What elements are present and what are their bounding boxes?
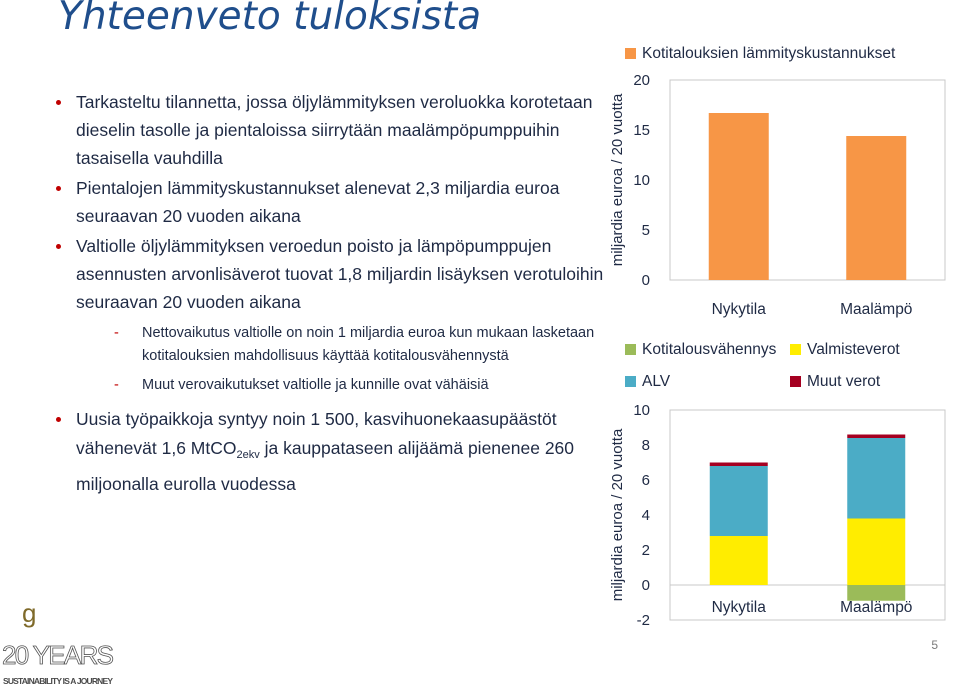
bullet-dot bbox=[56, 417, 61, 422]
x-category-label: Maalämpö bbox=[840, 301, 913, 318]
y-tick-label: 6 bbox=[641, 472, 650, 489]
bar-segment-maalämpö-alv bbox=[847, 438, 905, 519]
y-tick-label: 10 bbox=[633, 402, 650, 419]
bar-segment-maalämpö-muut-verot bbox=[847, 435, 905, 439]
bar-segment-maalämpö-valmisteverot bbox=[847, 519, 905, 586]
bar-nykytila bbox=[709, 113, 769, 280]
bullet-heating-costs bbox=[56, 174, 606, 230]
legend-label-muut-verot: Muut verot bbox=[807, 373, 881, 390]
page-number: 5 bbox=[931, 638, 938, 652]
bullet-text: Pientalojen lämmityskustannukset alenevat 2,3 miljardia euroa seuraavan 20 vuoden aikana bbox=[76, 178, 560, 226]
legend-swatch-heating-costs bbox=[625, 48, 636, 59]
subbullet-dash: - bbox=[114, 377, 119, 393]
bullet-text-part1: Uusia työpaikkoja syntyy noin 1 500, kasvihuonekaasupäästöt vähenevät 1,6 MtCO bbox=[76, 409, 557, 458]
bullet-text-part2: ja kauppataseen alijäämä pienenee 260 miljoonalla eurolla vuodessa bbox=[76, 438, 575, 494]
y-axis-label: miljardia euroa / 20 vuotta bbox=[609, 93, 626, 267]
x-category-label: Nykytila bbox=[711, 301, 766, 318]
y-tick-label: -2 bbox=[636, 612, 650, 629]
bullet-dot bbox=[56, 100, 61, 105]
y-tick-label: 10 bbox=[633, 172, 650, 189]
bullet-scenario bbox=[56, 88, 606, 172]
logo-tagline: SUSTAINABILITY IS A JOURNEY bbox=[3, 676, 113, 686]
legend-swatch-valmisteverot bbox=[790, 344, 801, 355]
bullet-subscript: 2ekv bbox=[236, 449, 260, 461]
subbullet-text: Muut verovaikutukset valtiolle ja kunnille ovat vähäisiä bbox=[142, 377, 489, 393]
company-logo bbox=[0, 598, 120, 690]
bullet-text: Valtiolle öljylämmityksen veroedun poisto ja lämpöpumppujen asennusten arvonlisäverot tuovat 1,8 miljardin lisäyksen verotuloihin seuraavan 20 vuoden aikana bbox=[76, 236, 604, 312]
bullet-dot bbox=[56, 244, 61, 249]
legend-swatch-muut-verot bbox=[790, 376, 801, 387]
y-tick-label: 20 bbox=[633, 72, 650, 89]
subbullet-other-taxes bbox=[114, 374, 606, 397]
logo-letter: g bbox=[22, 598, 37, 628]
y-tick-label: 8 bbox=[641, 437, 650, 454]
summary-list bbox=[56, 88, 606, 501]
y-tick-label: 0 bbox=[641, 577, 650, 594]
bar-segment-nykytila-alv bbox=[710, 466, 768, 536]
bullet-text: Tarkasteltu tilannetta, jossa öljylämmityksen veroluokka korotetaan dieselin tasolle ja pientaloissa siirrytään maalämpöpumppuihin tasaisella vauhdilla bbox=[76, 92, 593, 168]
bar-segment-nykytila-valmisteverot bbox=[710, 536, 768, 585]
legend-label-valmisteverot: Valmisteverot bbox=[807, 341, 900, 358]
subbullet-net-effect bbox=[114, 322, 606, 368]
logo-years: 20 YEARS bbox=[2, 640, 114, 670]
legend-label-heating-costs: Kotitalouksien lämmityskustannukset bbox=[642, 45, 896, 62]
bar-segment-nykytila-muut-verot bbox=[710, 463, 768, 467]
y-tick-label: 15 bbox=[633, 122, 650, 139]
heating-costs-chart bbox=[600, 38, 960, 328]
legend-label-kotitalousvähennys: Kotitalousvähennys bbox=[642, 341, 777, 358]
x-category-label: Nykytila bbox=[711, 599, 766, 616]
x-category-label: Maalämpö bbox=[840, 599, 913, 616]
bullet-dot bbox=[56, 186, 61, 191]
subbullet-dash: - bbox=[114, 325, 119, 341]
tax-revenue-chart bbox=[600, 340, 960, 640]
legend-swatch-alv bbox=[625, 376, 636, 387]
bar-maalämpö bbox=[846, 136, 906, 280]
legend-swatch-kotitalousvähennys bbox=[625, 344, 636, 355]
y-axis-label: miljardia euroa / 20 vuotta bbox=[609, 428, 626, 602]
legend-label-alv: ALV bbox=[642, 373, 671, 390]
subbullet-text: Nettovaikutus valtiolle on noin 1 miljardia euroa kun mukaan lasketaan kotitalouksien mahdollisuus käyttää kotitalousvähennystä bbox=[142, 325, 595, 364]
y-tick-label: 5 bbox=[641, 222, 650, 239]
bullet-jobs-emissions bbox=[56, 405, 606, 499]
y-tick-label: 4 bbox=[641, 507, 650, 524]
y-tick-label: 2 bbox=[641, 542, 650, 559]
y-tick-label: 0 bbox=[641, 272, 650, 289]
page-title: Yhteenveto tuloksista bbox=[58, 0, 482, 39]
bullet-tax-revenue bbox=[56, 232, 606, 316]
